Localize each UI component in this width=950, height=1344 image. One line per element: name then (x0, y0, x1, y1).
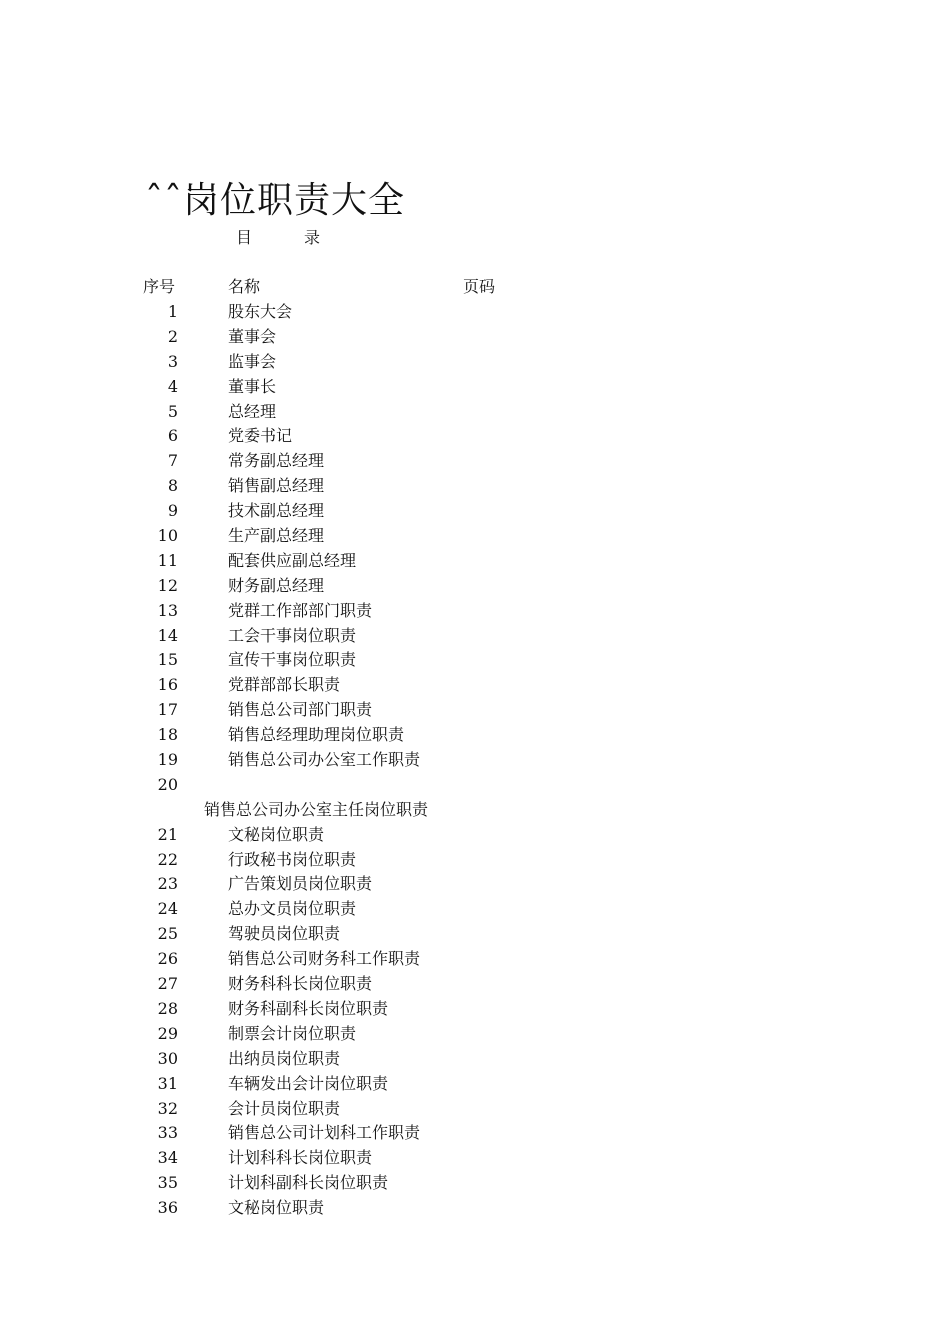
toc-entry-name: 技术副总经理 (228, 501, 325, 521)
toc-entry (0, 997, 950, 1022)
toc-entry-number: 2 (167, 326, 178, 346)
toc-entry (0, 424, 950, 449)
toc-entry (0, 1146, 950, 1171)
toc-entry-number: 31 (157, 1073, 178, 1093)
toc-entry (0, 375, 950, 400)
toc-entry (0, 549, 950, 574)
document-title: ˆˆ岗位职责大全 (145, 180, 406, 221)
toc-entry-name: 党群部部长职责 (228, 675, 341, 695)
toc-entry-number: 14 (157, 625, 178, 645)
toc-heading-char-2: 录 (304, 228, 321, 247)
toc-entry-name: 车辆发出会计岗位职责 (228, 1073, 389, 1093)
toc-entry (0, 1121, 950, 1146)
toc-entry-number: 33 (157, 1123, 178, 1143)
toc-entry-name: 总办文员岗位职责 (228, 899, 357, 919)
toc-entry (0, 823, 950, 848)
toc-entry (0, 723, 950, 748)
toc-entry (0, 624, 950, 649)
toc-entry (0, 748, 950, 773)
toc-entry (0, 300, 950, 325)
toc-entry-name: 销售总公司计划科工作职责 (228, 1123, 421, 1143)
toc-list (0, 300, 950, 1221)
toc-entry (0, 599, 950, 624)
toc-entry (0, 972, 950, 997)
toc-entry-name: 财务科科长岗位职责 (228, 974, 373, 994)
toc-entry-name: 销售总公司办公室工作职责 (228, 750, 421, 770)
toc-entry-number: 34 (157, 1148, 178, 1168)
toc-entry-name: 生产副总经理 (228, 526, 325, 546)
toc-entry (0, 574, 950, 599)
toc-entry-number: 11 (157, 550, 178, 570)
toc-entry-number: 28 (157, 998, 178, 1018)
toc-entry-name: 制票会计岗位职责 (228, 1023, 357, 1043)
toc-entry (0, 872, 950, 897)
toc-entry-name: 配套供应副总经理 (228, 550, 357, 570)
toc-entry-number: 7 (167, 451, 178, 471)
toc-entry-name: 董事会 (228, 326, 277, 346)
toc-entry-number: 35 (157, 1173, 178, 1193)
toc-entry-number: 16 (157, 675, 178, 695)
toc-entry (0, 897, 950, 922)
toc-entry-name: 董事长 (228, 376, 277, 396)
toc-entry-name: 财务科副科长岗位职责 (228, 998, 389, 1018)
column-header-page: 页码 (463, 277, 496, 296)
toc-entry-number: 13 (157, 600, 178, 620)
toc-entry-name: 销售总公司部门职责 (228, 700, 373, 720)
toc-entry (0, 524, 950, 549)
toc-entry-name: 销售副总经理 (228, 476, 325, 496)
toc-entry-number: 4 (167, 376, 178, 396)
toc-entry-number: 9 (167, 501, 178, 521)
toc-entry-number: 22 (157, 849, 178, 869)
toc-entry-name: 会计员岗位职责 (228, 1098, 341, 1118)
toc-entry-number: 1 (167, 302, 178, 321)
toc-entry-number: 5 (167, 401, 178, 421)
toc-heading-char-1: 目 (236, 228, 253, 247)
toc-entry-name: 驾驶员岗位职责 (228, 924, 341, 944)
toc-entry (0, 474, 950, 499)
toc-entry-number: 18 (157, 725, 178, 745)
toc-entry (0, 350, 950, 375)
column-header-name: 名称 (228, 277, 261, 296)
toc-entry-name: 广告策划员岗位职责 (228, 874, 373, 894)
toc-entry-name: 行政秘书岗位职责 (228, 849, 357, 869)
toc-entry-number: 19 (157, 750, 178, 770)
toc-entry-name: 宣传干事岗位职责 (228, 650, 357, 670)
toc-entry-number: 8 (167, 476, 178, 496)
toc-entry (0, 798, 950, 823)
toc-entry-name: 出纳员岗位职责 (228, 1048, 341, 1068)
toc-entry (0, 922, 950, 947)
toc-entry-number: 24 (157, 899, 178, 919)
toc-entry-name: 党群工作部部门职责 (228, 600, 373, 620)
column-header-number: 序号 (143, 277, 176, 296)
toc-entry-name: 党委书记 (228, 426, 293, 446)
toc-entry-name: 销售总经理助理岗位职责 (228, 725, 405, 745)
toc-entry (0, 947, 950, 972)
toc-entry (0, 698, 950, 723)
toc-entry (0, 648, 950, 673)
toc-entry (0, 1196, 950, 1221)
toc-entry (0, 848, 950, 873)
toc-entry-name: 计划科副科长岗位职责 (228, 1173, 389, 1193)
toc-entry-name: 总经理 (228, 401, 277, 421)
toc-entry-number: 32 (157, 1098, 178, 1118)
toc-entry-name: 常务副总经理 (228, 451, 325, 471)
toc-entry (0, 325, 950, 350)
toc-entry-number: 21 (157, 824, 178, 844)
toc-entry-name: 财务副总经理 (228, 575, 325, 595)
toc-entry (0, 1022, 950, 1047)
toc-entry-name: 计划科科长岗位职责 (228, 1148, 373, 1168)
toc-entry-number: 3 (167, 351, 178, 371)
toc-entry (0, 1097, 950, 1122)
toc-entry-number: 36 (157, 1198, 178, 1218)
toc-entry-number: 12 (157, 575, 178, 595)
toc-entry-number: 15 (157, 650, 178, 670)
toc-entry-name: 监事会 (228, 351, 277, 371)
toc-entry (0, 1171, 950, 1196)
toc-entry-name: 销售总公司财务科工作职责 (228, 949, 421, 969)
toc-entry-number: 10 (157, 526, 178, 546)
toc-entry (0, 499, 950, 524)
toc-entry-name: 销售总公司办公室主任岗位职责 (204, 799, 429, 819)
toc-entry-number: 27 (157, 974, 178, 994)
toc-entry (0, 673, 950, 698)
toc-entry-number: 30 (157, 1048, 178, 1068)
toc-entry-number: 17 (157, 700, 178, 720)
toc-entry (0, 449, 950, 474)
toc-entry (0, 400, 950, 425)
toc-entry-number: 6 (167, 426, 178, 446)
toc-entry (0, 1047, 950, 1072)
toc-entry-number: 20 (157, 774, 178, 794)
toc-entry-name: 工会干事岗位职责 (228, 625, 357, 645)
toc-heading (236, 226, 320, 250)
toc-entry (0, 773, 950, 798)
toc-entry-number: 29 (157, 1023, 178, 1043)
toc-entry (0, 1072, 950, 1097)
toc-entry-name: 文秘岗位职责 (228, 824, 325, 844)
toc-entry-name: 文秘岗位职责 (228, 1198, 325, 1218)
toc-entry-name: 股东大会 (228, 302, 293, 321)
toc-entry-number: 26 (157, 949, 178, 969)
toc-entry-number: 25 (157, 924, 178, 944)
toc-entry-number: 23 (157, 874, 178, 894)
